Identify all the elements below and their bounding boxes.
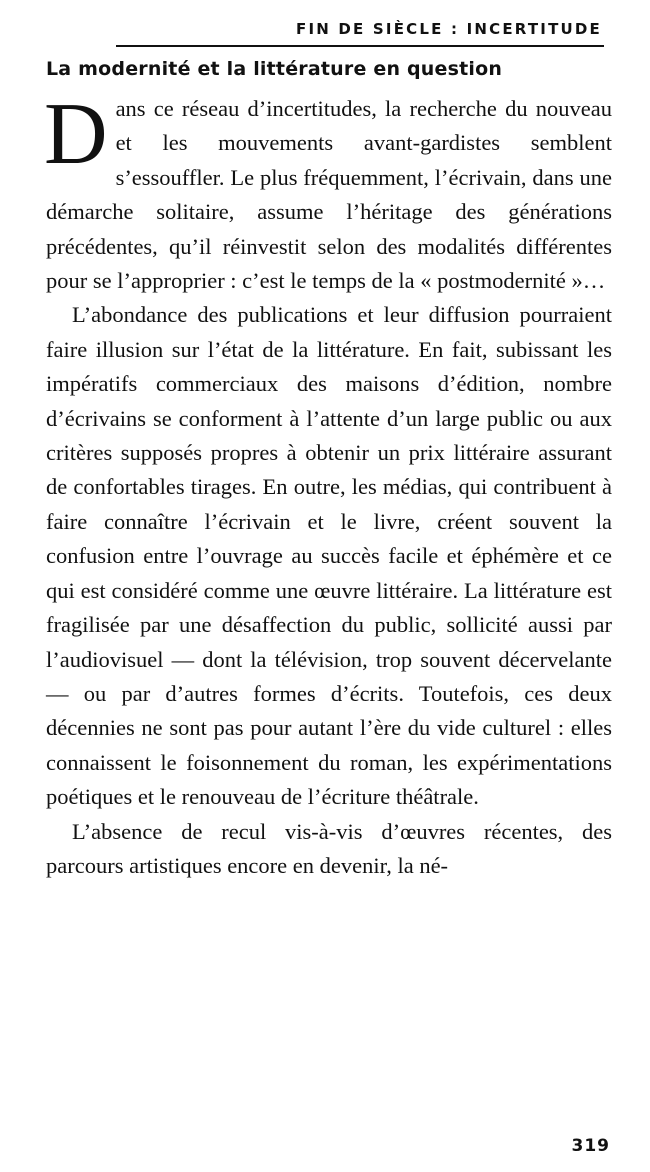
paragraph-1	[44, 86, 612, 298]
header-rule	[116, 45, 604, 47]
drop-cap: D	[44, 86, 108, 183]
paragraph-1-text: ans ce réseau d’incertitudes, la recherche du nouveau et les mouvements avant-gardistes semblent s’essouffler. Le plus fréquemment, l’écrivain, dans une démarche solitaire, assume l’héritage des générations précédentes, qu’il réinvestit selon des modalités différentes pour se l’approprier : c’est le temps de la « postmodernité »…	[46, 96, 612, 294]
body-text	[44, 86, 612, 883]
running-header: FIN DE SIÈCLE : INCERTITUDE	[296, 20, 602, 38]
page-number: 319	[571, 1136, 610, 1156]
paragraph-2: L’abondance des publications et leur diffusion pourraient faire illusion sur l’état de la littérature. En fait, subissant les impératifs commerciaux des maisons d’édition, nombre d’écrivains se conforment à l’attente d’un large public ou aux critères supposés propres à obtenir un prix littéraire assurant de confortables tirages. En outre, les médias, qui contribuent à faire connaître l’écrivain et le livre, créent souvent la confusion entre l’ouvrage au succès facile et éphémère et ce qui est considéré comme une œuvre littéraire. La littérature est fragilisée par une désaffection du public, sollicité aussi par l’audiovisuel — dont la télévision, trop souvent décervelante — ou par d’autres formes d’écrits. Toutefois, ces deux décennies ne sont pas pour autant l’ère du vide culturel : elles connaissent le foisonnement du roman, les expérimentations poétiques et le renouveau de l’écriture théâtrale.	[46, 302, 612, 810]
section-title: La modernité et la littérature en question	[46, 58, 503, 80]
paragraph-3: L’absence de recul vis-à-vis d’œuvres récentes, des parcours artistiques encore en devenir, la né-	[46, 818, 612, 878]
